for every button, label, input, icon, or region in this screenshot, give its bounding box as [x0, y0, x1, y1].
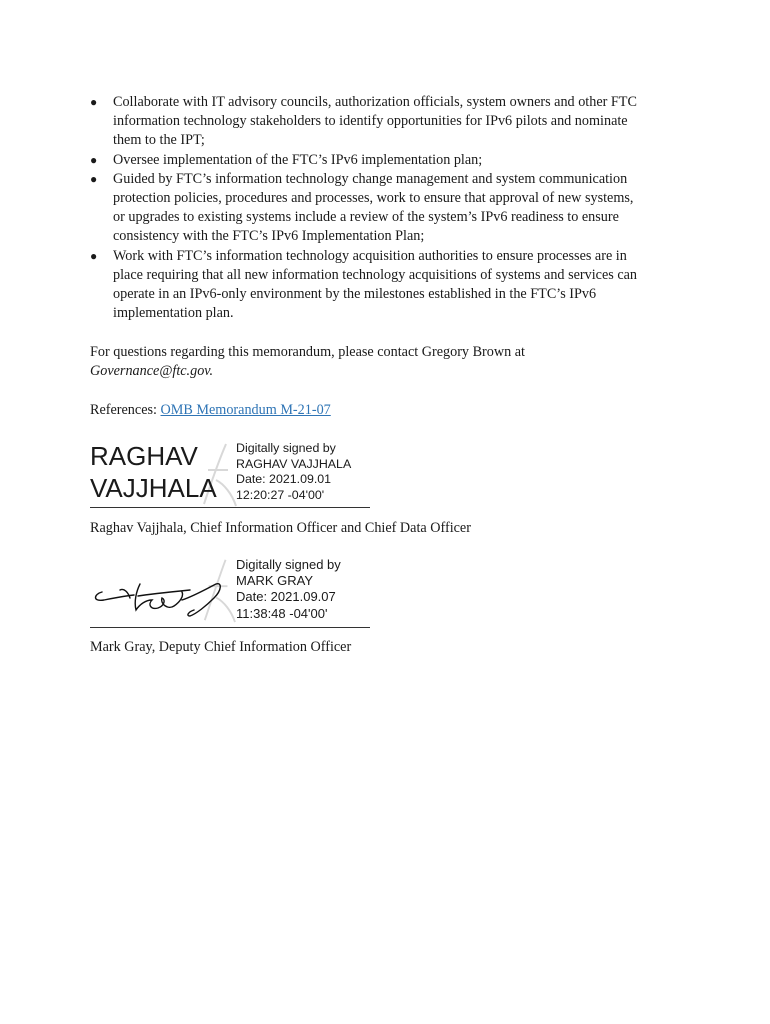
bullet-list: [90, 93, 680, 323]
digital-signature-raghav[interactable]: [90, 440, 370, 508]
questions-text: For questions regarding this memorandum, please contact Gregory Brown at: [90, 344, 525, 360]
signature-detail-line: 11:38:48 -04'00': [236, 605, 328, 621]
bullet-line: consistency with the FTC’s IPv6 Implementation Plan;: [113, 228, 425, 245]
bullet-dot: ●: [90, 171, 98, 186]
handwritten-signature-icon: [90, 570, 240, 620]
bullet-item: [90, 170, 680, 247]
bullet-line: Collaborate with IT advisory councils, authorization officials, system owners and other FTC: [113, 94, 637, 110]
signer-caption-raghav: Raghav Vajjhala, Chief Information Officer and Chief Data Officer: [90, 520, 471, 536]
references-paragraph: [90, 401, 331, 420]
bullet-line: or upgrades to existing systems include a review of the system’s IPv6 readiness to ensure: [113, 209, 619, 226]
bullet-item: [90, 151, 680, 170]
signature-detail-line: 12:20:27 -04'00': [236, 487, 325, 502]
bullet-line: place requiring that all new information technology acquisitions of systems and services can: [113, 266, 638, 283]
signature-line: [90, 507, 370, 508]
signer-name-large: [90, 440, 217, 504]
bullet-dot: ●: [90, 248, 98, 263]
bullet-dot: ●: [90, 95, 98, 109]
signature-detail-line: RAGHAV VAJJHALA: [236, 456, 352, 471]
omb-memorandum-link[interactable]: OMB Memorandum M-21-07: [160, 402, 331, 418]
signature-detail-line: Digitally signed by: [236, 441, 336, 455]
signature-detail-line: MARK GRAY: [236, 573, 314, 589]
digital-signature-mark[interactable]: [90, 556, 370, 628]
bullet-line: protection policies, procedures and processes, work to ensure that approval of new systems,: [113, 190, 634, 207]
signature-detail-line: Digitally signed by: [236, 557, 341, 572]
signature-details: [236, 557, 341, 622]
signer-last-name: VAJJHALA: [90, 473, 217, 503]
contact-email: Governance@ftc.gov.: [90, 363, 214, 380]
signer-first-name: RAGHAV: [90, 441, 198, 471]
signature-detail-line: Date: 2021.09.07: [236, 589, 336, 605]
questions-paragraph: [90, 343, 680, 381]
bullet-line: them to the IPT;: [113, 132, 205, 149]
bullet-line: Work with FTC’s information technology acquisition authorities to ensure processes are in: [113, 247, 627, 264]
bullet-item: [90, 93, 680, 151]
references-label: References:: [90, 402, 157, 418]
bullet-line: implementation plan.: [113, 305, 234, 322]
bullet-line: operate in an IPv6-only environment by the milestones established in the FTC’s IPv6: [113, 286, 597, 303]
bullet-line: Oversee implementation of the FTC’s IPv6 implementation plan;: [113, 151, 483, 168]
bullet-dot: ●: [90, 152, 98, 167]
signer-caption-mark: Mark Gray, Deputy Chief Information Officer: [90, 639, 352, 655]
bullet-item: [90, 247, 680, 324]
signature-details: [236, 441, 351, 503]
bullet-line: Guided by FTC’s information technology change management and system communication: [113, 170, 628, 187]
signature-line: [90, 627, 370, 628]
signature-detail-line: Date: 2021.09.01: [236, 472, 332, 487]
bullet-line: information technology stakeholders to identify opportunities for IPv6 pilots and nominate: [113, 113, 628, 130]
